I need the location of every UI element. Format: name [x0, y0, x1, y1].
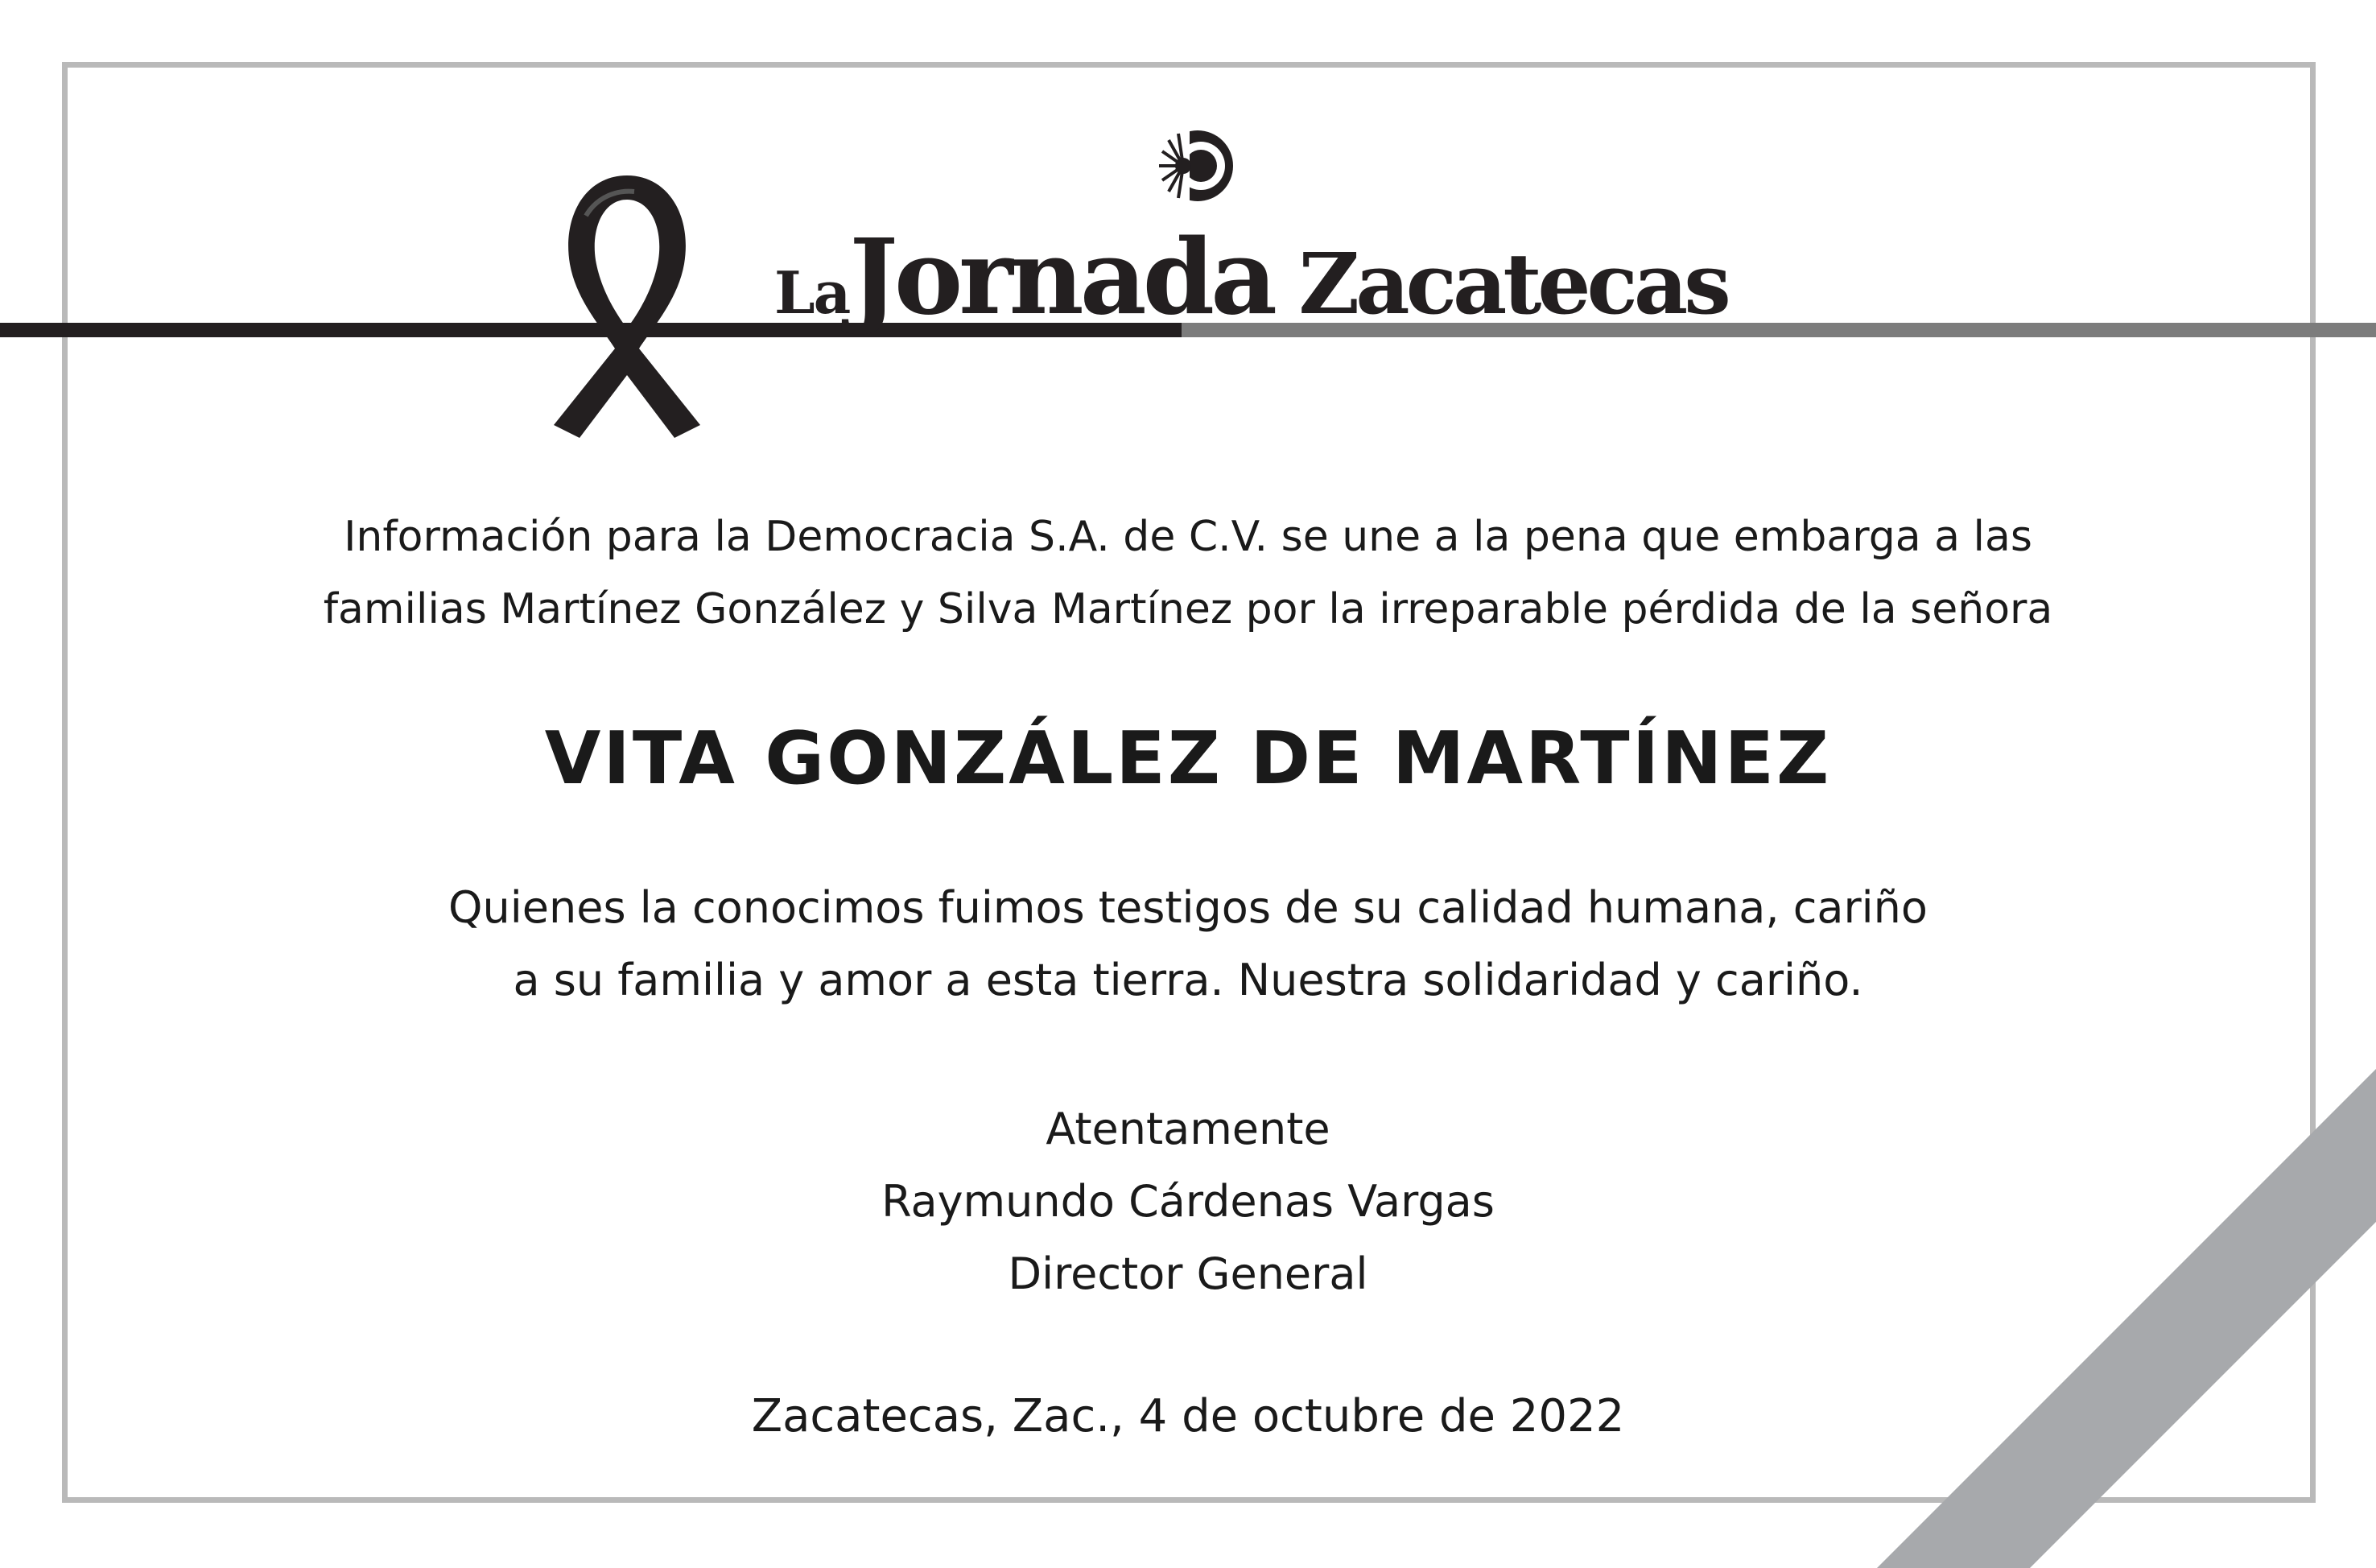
- signature-block: [0, 1093, 2376, 1310]
- logo-zacatecas: Zacatecas: [1298, 234, 1727, 333]
- deceased-name: VITA GONZÁLEZ DE MARTÍNEZ: [544, 716, 1832, 801]
- mourning-ribbon-icon: [538, 167, 716, 438]
- logo-jornada: Jornada: [849, 217, 1274, 338]
- signature-title: Director General: [1008, 1248, 1368, 1299]
- logo-la: La: [774, 258, 850, 327]
- intro-line-2: familias Martínez González y Silva Martínez por la irreparable pérdida de la señora: [323, 585, 2053, 633]
- place-date: Zacatecas, Zac., 4 de octubre de 2022: [751, 1390, 1625, 1442]
- message-line-1: Quienes la conocimos fuimos testigos de su calidad humana, cariño: [448, 882, 1928, 933]
- sun-emblem-icon: [1145, 121, 1240, 216]
- message-line-2: a su familia y amor a esta tierra. Nuestra solidaridad y cariño.: [513, 955, 1863, 1005]
- signature-closing: Atentamente: [1046, 1104, 1330, 1154]
- intro-paragraph: [0, 501, 2376, 646]
- intro-line-1: Información para la Democracia S.A. de C.V. se une a la pena que embarga a las: [344, 513, 2032, 561]
- condolence-message: [0, 872, 2376, 1017]
- signature-name: Raymundo Cárdenas Vargas: [881, 1176, 1495, 1227]
- newspaper-logo: [774, 217, 1727, 338]
